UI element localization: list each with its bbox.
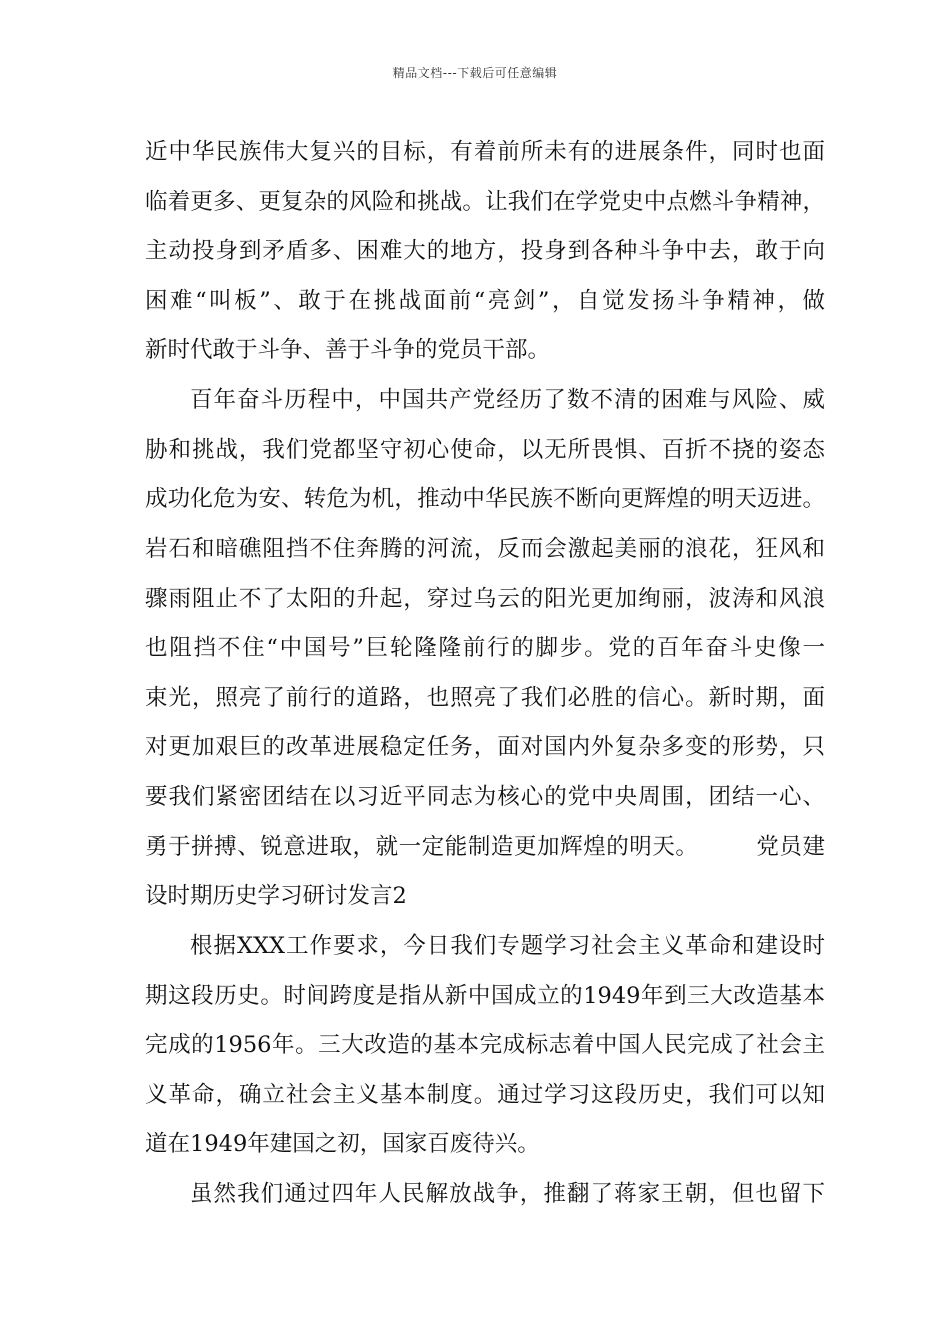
- text-line: 完成的1956年。三大改造的基本完成标志着中国人民完成了社会主: [145, 1032, 825, 1058]
- text-line: 百年奋斗历程中，中国共产党经历了数不清的困难与风险、威: [190, 387, 825, 413]
- text-line: 根据XXX工作要求，今日我们专题学习社会主义革命和建设时: [190, 933, 825, 959]
- text-line: 成功化危为安、转危为机，推动中华民族不断向更辉煌的明天迈进。: [145, 486, 825, 512]
- text-line: 近中华民族伟大复兴的目标，有着前所未有的进展条件，同时也面: [145, 139, 825, 165]
- text-line: 义革命，确立社会主义基本制度。通过学习这段历史，我们可以知: [145, 1082, 825, 1108]
- text-line: 虽然我们通过四年人民解放战争，推翻了蒋家王朝，但也留下: [190, 1181, 825, 1207]
- text-line: 岩石和暗礁阻挡不住奔腾的河流，反而会激起美丽的浪花，狂风和: [145, 536, 825, 562]
- text-line: 新时代敢于斗争、善于斗争的党员干部。: [145, 337, 551, 363]
- text-line: 临着更多、更复杂的风险和挑战。让我们在学党史中点燃斗争精神，: [145, 189, 825, 215]
- text-line: 要我们紧密团结在以习近平同志为核心的党中央周围，团结一心、: [145, 784, 825, 810]
- text-line: 困难“叫板”、敢于在挑战面前“亮剑”，自觉发扬斗争精神，做: [145, 288, 825, 314]
- text-line: 对更加艰巨的改革进展稳定任务，面对国内外复杂多变的形势，只: [145, 734, 825, 760]
- text-line: 束光，照亮了前行的道路，也照亮了我们必胜的信心。新时期，面: [145, 685, 825, 711]
- text-line: 道在1949年建国之初，国家百废待兴。: [145, 1131, 540, 1157]
- text-line: 勇于拼搏、锐意进取，就一定能制造更加辉煌的明天。 党员建: [145, 834, 825, 860]
- section-title-line: 设时期历史学习研讨发言2: [145, 883, 407, 909]
- text-line: 也阻挡不住“中国号”巨轮隆隆前行的脚步。党的百年奋斗史像一: [145, 635, 825, 661]
- text-line: 期这段历史。时间跨度是指从新中国成立的1949年到三大改造基本: [145, 983, 825, 1009]
- text-line: 胁和挑战，我们党都坚守初心使命，以无所畏惧、百折不挠的姿态: [145, 437, 825, 463]
- text-line: 骤雨阻止不了太阳的升起，穿过乌云的阳光更加绚丽，波涛和风浪: [145, 586, 825, 612]
- text-line: 主动投身到矛盾多、困难大的地方，投身到各种斗争中去，敢于向: [145, 238, 825, 264]
- page-header: 精品文档---下载后可任意编辑: [392, 66, 558, 80]
